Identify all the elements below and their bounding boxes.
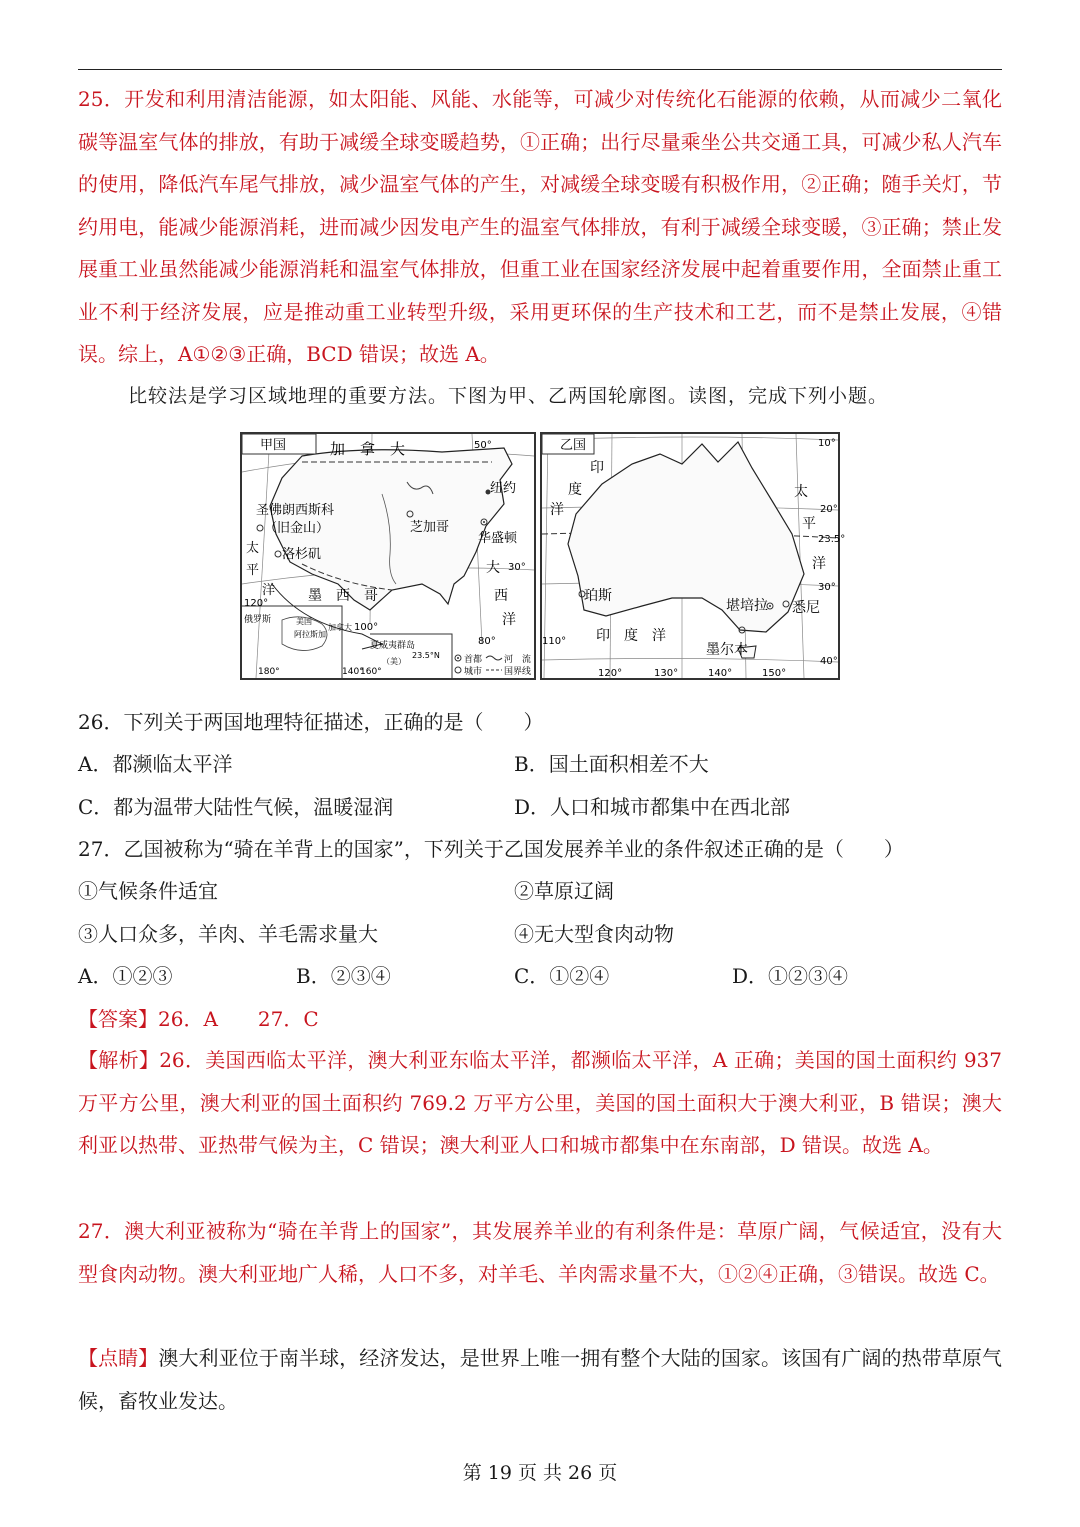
analysis-27: 27．澳大利亚被称为“骑在羊背上的国家”，其发展养羊业的有利条件是：草原广阔，气候适宜，没有大型食肉动物。澳大利亚地广人稀，人口不多，对羊毛、羊肉需求量不大，①②④正确，③错误。故选 C。 [78, 1219, 1002, 1286]
q27-stem: 27．乙国被称为“骑在羊背上的国家”，下列关于乙国发展养羊业的条件叙述正确的是（ ） [78, 837, 904, 861]
legend-capital: 首都 [464, 655, 483, 665]
q27-option-a: A．①②③ [78, 964, 173, 988]
lon100-label: 100° [354, 622, 379, 633]
q26-option-d: D．人口和城市都集中在西北部 [514, 795, 791, 819]
explanation-25: 25．开发和利用清洁能源，如太阳能、风能、水能等，可减少对传统化石能源的依赖，从而减少二氧化碳等温室气体的排放，有助于减缓全球变暖趋势，①正确；出行尽量乘坐公共交通工具，可减少私人汽车的使用，降低汽车尾气排放，减少温室气体的产生，对减缓全球变暖有积极作用，②正确；随手关灯，节约用电，能减少能源消耗，进而减少因发电产生的温室气体排放，有利于减缓全球变暖，③正确；禁止发展重工业虽然能减少能源消耗和温室气体排放，但重工业在国家经济发展中起着重要作用，全面禁止重工业不利于经济发展，应是推动重工业转型升级，采用更环保的生产技术和工艺，而不是禁止发展，④错误。综上，A①②③正确，BCD 错误；故选 A。 [78, 87, 1002, 366]
lon140-label: 140° [342, 667, 364, 677]
q27-option-c: C．①②④ [514, 964, 610, 988]
q26-option-a: A．都濒临太平洋 [78, 752, 233, 776]
lon110-label: 110° [542, 636, 567, 647]
label-pacific-v3: 洋 [812, 556, 826, 572]
intro-text: 比较法是学习区域地理的重要方法。下图为甲、乙两国轮廓图。读图，完成下列小题。 [128, 385, 889, 407]
lon140-label-b: 140° [708, 668, 733, 679]
label-pacific-3: 洋 [262, 583, 276, 598]
label-inset-canada: 加拿大 [328, 623, 352, 632]
lat235-label: 23.5° [818, 534, 846, 545]
label-inset-usa: 美国 [296, 617, 312, 626]
lon130-label: 130° [654, 668, 679, 679]
label-pacific-v1: 太 [794, 484, 808, 500]
lat10-label: 10° [818, 438, 836, 449]
highlight-tag: 【点睛】 [78, 1346, 159, 1370]
legend-river-symbol [486, 656, 502, 660]
analysis-26-text: 26．美国西临太平洋，澳大利亚东临太平洋，都濒临太平洋，A 正确；美国的国土面积约 937 万平方公里，澳大利亚的国土面积约 769.2 万平方公里，美国的国土面积大于澳大利亚，B 错误；澳大利亚以热带、亚热带气候为主，C 错误；澳大利亚人口和城市都集中在东南部，D 错误。故选 A。 [78, 1048, 1003, 1157]
q27-condition-4: ④无大型食肉动物 [514, 922, 674, 946]
map-usa-title: 甲国 [260, 438, 287, 453]
lon120-label-b: 120° [598, 668, 623, 679]
label-perth: 珀斯 [584, 588, 612, 604]
label-atlantic-2: 西 [494, 588, 508, 604]
label-washington: 华盛顿 [478, 531, 518, 546]
label-russia: 俄罗斯 [244, 615, 272, 625]
label-la: 洛杉矶 [282, 547, 322, 562]
label-sydney: 悉尼 [792, 600, 820, 616]
label-pacific-1: 太 [246, 541, 260, 556]
q27-option-d: D．①②③④ [732, 964, 849, 988]
legend-river: 河 流 [504, 655, 532, 665]
label-lat-hawaii: 23.5°N [412, 651, 440, 660]
q26-option-b: B．国土面积相差不大 [514, 752, 709, 776]
legend-city-symbol [455, 667, 461, 673]
legend-capital-dot [457, 657, 459, 659]
lat50-label: 50° [474, 440, 492, 451]
label-sanfran2: （旧金山） [264, 521, 330, 536]
label-mexico: 墨 西 哥 [308, 588, 378, 604]
lat30-label-b: 30° [818, 582, 836, 593]
legend-city: 城市 [464, 667, 483, 677]
label-indian-v2: 度 [568, 482, 582, 498]
label-newyork: 纽约 [490, 481, 517, 496]
map-australia [540, 432, 846, 680]
label-chicago: 芝加哥 [410, 520, 450, 535]
label-inset-alaska: 阿拉斯加 [294, 630, 326, 639]
lat30-label: 30° [508, 562, 526, 573]
lon80-label: 80° [478, 636, 496, 647]
map-usa-svg [242, 434, 534, 678]
highlight-text: 澳大利亚位于南半球，经济发达，是世界上唯一拥有整个大陆的国家。该国有广阔的热带草原气候，畜牧业发达。 [78, 1346, 1003, 1413]
label-indian-h: 印 度 洋 [596, 628, 666, 644]
dot-la [275, 551, 281, 557]
label-atlantic-3: 洋 [502, 612, 516, 628]
legend-border: 国界线 [504, 667, 532, 677]
label-canberra: 堪培拉 [726, 598, 768, 614]
lat20-label: 20° [820, 504, 838, 515]
highlight-note [78, 1337, 1002, 1422]
label-pacific-2: 平 [246, 563, 260, 578]
dot-sanfran [257, 525, 263, 531]
label-hawaii-usa: （美） [382, 657, 406, 666]
label-hawaii: 夏威夷群岛 [370, 641, 416, 651]
q26-stem: 26．下列关于两国地理特征描述，正确的是（ ） [78, 710, 544, 734]
q27-condition-3: ③人口众多，羊肉、羊毛需求量大 [78, 922, 378, 946]
answer-text: 26．A 27．C [158, 1007, 319, 1031]
top-rule [78, 69, 1002, 70]
q27-condition-1: ①气候条件适宜 [78, 879, 218, 903]
label-canada: 加 拿 大 [330, 440, 406, 458]
label-atlantic-1: 大 [486, 560, 500, 576]
dot-canberra-center [769, 605, 771, 607]
label-pacific-v2: 平 [802, 516, 816, 532]
q26-option-c: C．都为温带大陆性气候，温暖湿润 [78, 795, 394, 819]
analysis-tag: 【解析】 [78, 1048, 160, 1072]
answer-line [78, 1004, 319, 1034]
label-indian-v3: 洋 [550, 502, 564, 518]
dot-washington-center [483, 521, 485, 523]
map-australia-svg [542, 434, 846, 679]
lat40-label: 40° [820, 656, 838, 667]
label-indian-v1: 印 [590, 460, 604, 476]
lon160-label: 160° [360, 667, 382, 677]
map-australia-title: 乙国 [560, 438, 587, 453]
answer-tag: 【答案】 [78, 1007, 158, 1031]
label-sanfran: 圣佛朗西斯科 [256, 503, 335, 518]
q27-condition-2: ②草原辽阔 [514, 879, 614, 903]
map-usa [240, 432, 536, 680]
lon180-label: 180° [258, 667, 280, 677]
label-melbourne: 墨尔本 [706, 642, 748, 658]
lon120-label: 120° [244, 598, 269, 609]
page-footer: 第 19 页 共 26 页 [462, 1462, 618, 1484]
q27-option-b: B．②③④ [296, 964, 391, 988]
lon150-label: 150° [762, 668, 787, 679]
analysis-26 [78, 1039, 1002, 1167]
